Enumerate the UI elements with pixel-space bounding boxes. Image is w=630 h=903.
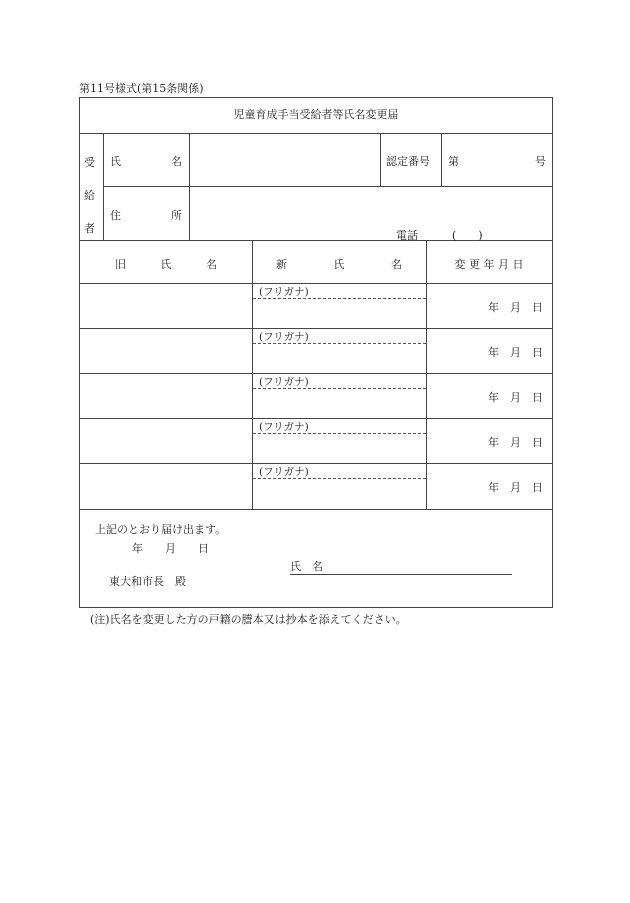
- cert-number-label: 認定番号: [386, 155, 430, 168]
- statement: 上記のとおり届け出ます。: [95, 523, 227, 536]
- phone-label: 電話: [396, 229, 418, 242]
- change-date-field[interactable]: 年 月 日: [488, 436, 543, 449]
- furigana-label: (フリガナ): [259, 376, 309, 388]
- furigana-label: (フリガナ): [259, 331, 309, 343]
- change-date-field[interactable]: 年 月 日: [488, 391, 543, 404]
- name-label: 氏 名: [110, 155, 182, 168]
- new-name-field[interactable]: [254, 345, 424, 371]
- note: (注)氏名を変更した方の戸籍の謄本又は抄本を添えてください。: [90, 613, 407, 626]
- header-old-name: 旧 氏 名: [115, 258, 217, 271]
- form-number: 第11号様式(第15条関係): [79, 82, 204, 95]
- addressee: 東大和市長 殿: [109, 575, 186, 588]
- change-date-field[interactable]: 年 月 日: [488, 481, 543, 494]
- old-name-field[interactable]: [81, 420, 250, 461]
- old-name-field[interactable]: [81, 375, 250, 416]
- cert-number-field[interactable]: 第 号: [448, 155, 546, 168]
- phone-field[interactable]: ( ): [452, 229, 483, 242]
- change-date-field[interactable]: 年 月 日: [488, 346, 543, 359]
- header-new-name: 新 氏 名: [276, 258, 402, 271]
- submission-date[interactable]: 年 月 日: [132, 542, 209, 555]
- furigana-label: (フリガナ): [259, 286, 309, 298]
- new-name-field[interactable]: [254, 300, 424, 326]
- header-change-date: 変 更 年 月 日: [454, 258, 524, 271]
- recipient-side-label: 受 給 者: [84, 156, 95, 235]
- signature-field[interactable]: 氏 名: [290, 558, 512, 575]
- address-field[interactable]: [191, 188, 551, 226]
- new-name-field[interactable]: [254, 390, 424, 416]
- old-name-field[interactable]: [81, 330, 250, 371]
- new-name-field[interactable]: [254, 480, 424, 506]
- change-date-field[interactable]: 年 月 日: [488, 301, 543, 314]
- address-label: 住 所: [110, 209, 182, 222]
- old-name-field[interactable]: [81, 465, 250, 506]
- recipient-name-field[interactable]: [191, 135, 378, 185]
- new-name-field[interactable]: [254, 435, 424, 461]
- furigana-label: (フリガナ): [259, 466, 309, 478]
- old-name-field[interactable]: [81, 285, 250, 326]
- furigana-label: (フリガナ): [259, 421, 309, 433]
- form-title: 児童育成手当受給者等氏名変更届: [233, 108, 399, 121]
